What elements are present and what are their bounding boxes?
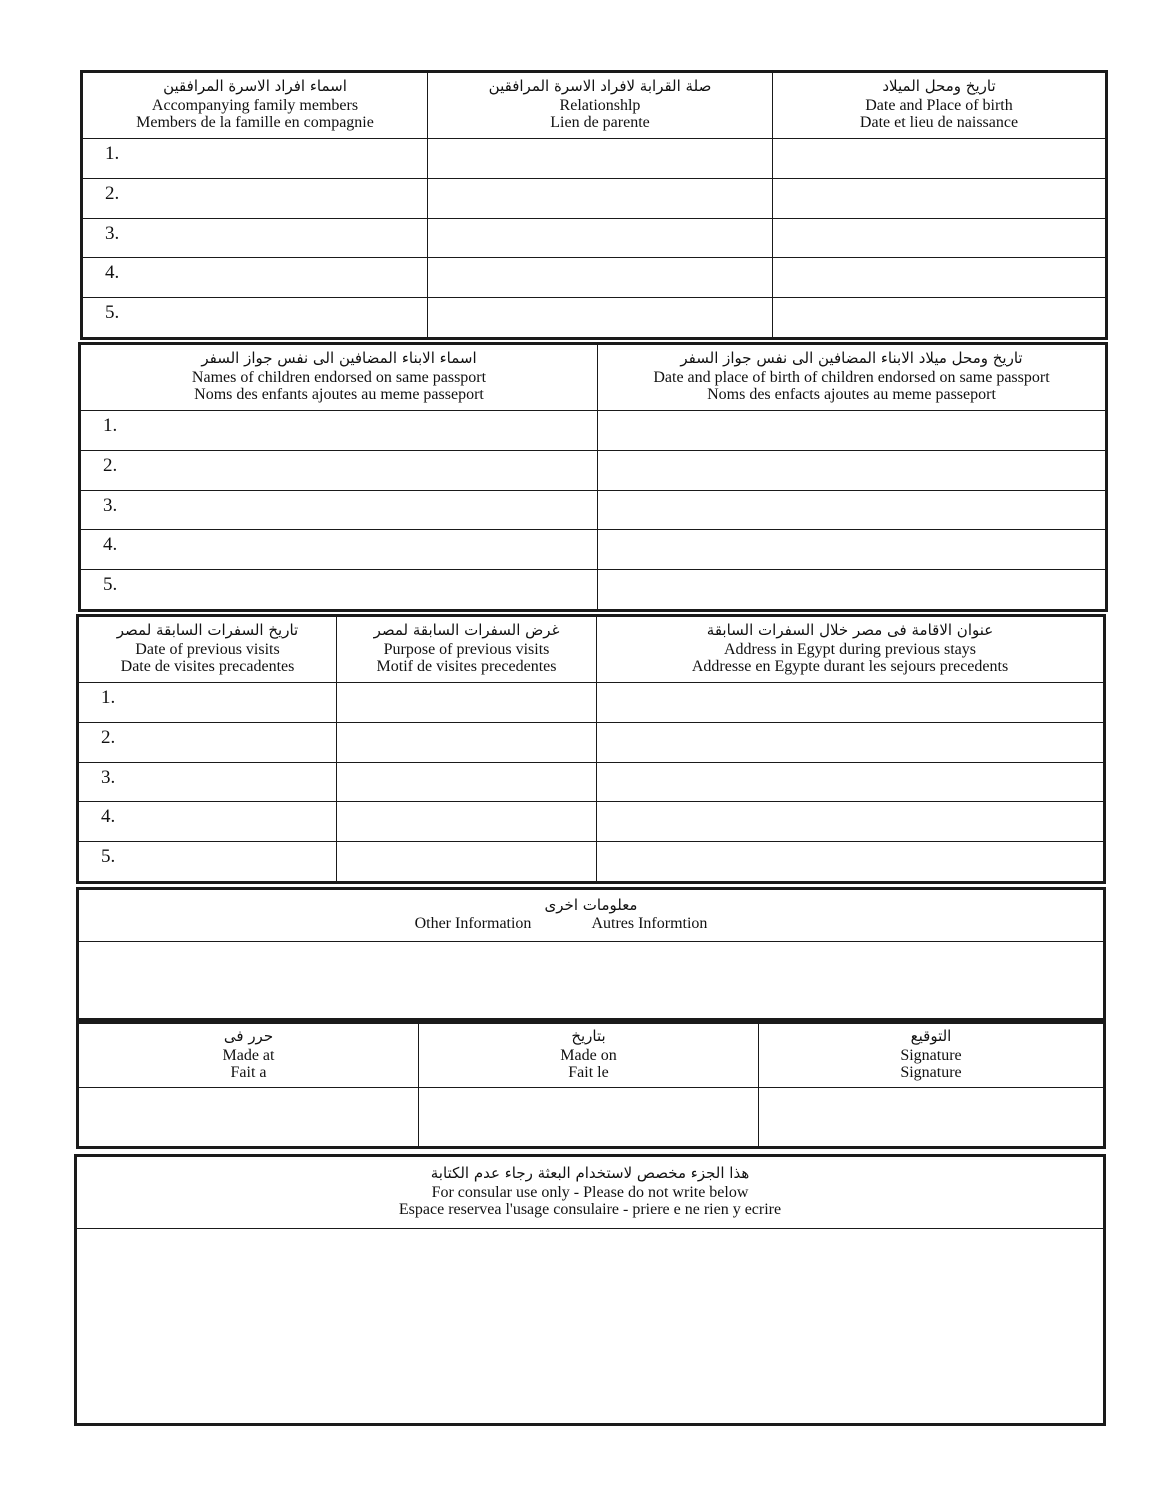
- family-relationship-field[interactable]: [428, 298, 773, 338]
- visit-purpose-field[interactable]: [337, 802, 597, 842]
- table-row: [83, 218, 1106, 258]
- row-number: 5.: [103, 574, 118, 596]
- family-birth-field[interactable]: [773, 298, 1106, 338]
- other-information-header: [79, 890, 1104, 942]
- signature-header-fr: Signature: [900, 1063, 962, 1081]
- family-birth-header-fr: Date et lieu de naissance: [859, 113, 1019, 131]
- visit-date-field[interactable]: [79, 683, 337, 723]
- table-row: [83, 178, 1106, 218]
- consular-use-section: [74, 1154, 1106, 1426]
- made-on-header-ar: بتاريخ: [571, 1027, 606, 1046]
- children-birth-header-ar: تاريخ ومحل ميلاد الابناء المضافين الى نفس جواز السفر: [680, 349, 1023, 368]
- signing-table: [78, 1023, 1104, 1147]
- child-name-field[interactable]: [81, 450, 598, 490]
- consular-use-area: [77, 1229, 1104, 1424]
- other-information-table: [78, 889, 1104, 1019]
- table-row: [81, 490, 1106, 530]
- row-number: 4.: [103, 534, 118, 556]
- table-row: [83, 258, 1106, 298]
- visit-address-field[interactable]: [597, 802, 1104, 842]
- other-information-header-fr: Autres Informtion: [591, 915, 708, 933]
- row-number: 4.: [101, 806, 116, 828]
- child-birth-field[interactable]: [598, 570, 1106, 610]
- row-number: 1.: [103, 415, 118, 436]
- table-row: [81, 530, 1106, 570]
- child-birth-field[interactable]: [598, 490, 1106, 530]
- visit-purpose-field[interactable]: [337, 722, 597, 762]
- table-row: [81, 411, 1106, 451]
- row-number: 3.: [103, 494, 118, 516]
- made-on-field[interactable]: [419, 1088, 759, 1147]
- consular-use-header-ar: هذا الجزء مخصص لاستخدام البعثة رجاء عدم الكتابة: [430, 1164, 750, 1183]
- child-birth-field[interactable]: [598, 411, 1106, 451]
- children-names-header-ar: اسماء الابناء المضافين الى نفس جواز السفر: [201, 349, 477, 368]
- children-table: [80, 344, 1106, 610]
- consular-use-table: [76, 1156, 1104, 1424]
- consular-use-header: [77, 1157, 1104, 1229]
- child-name-field[interactable]: [81, 411, 598, 451]
- signing-section: [76, 1021, 1106, 1149]
- child-birth-field[interactable]: [598, 530, 1106, 570]
- previous-visits-section: [76, 614, 1106, 884]
- visit-purpose-field[interactable]: [337, 842, 597, 882]
- family-names-header-ar: اسماء افراد الاسرة المرافقين: [163, 77, 347, 96]
- children-birth-header-fr: Noms des enfacts ajoutes au meme passeport: [707, 385, 996, 403]
- family-name-field[interactable]: [83, 139, 428, 179]
- family-relationship-field[interactable]: [428, 258, 773, 298]
- table-row: [81, 450, 1106, 490]
- other-information-header-en: Other Information: [414, 915, 532, 933]
- table-row: [79, 683, 1104, 723]
- family-names-header-en: Accompanying family members: [151, 97, 359, 115]
- children-birth-header: [598, 345, 1106, 411]
- family-birth-field[interactable]: [773, 178, 1106, 218]
- visit-address-field[interactable]: [597, 762, 1104, 802]
- table-row: [79, 802, 1104, 842]
- visits-date-header-en: Date of previous visits: [135, 641, 280, 659]
- family-relationship-header-ar: صلة القرابة لافراد الاسرة المرافقين: [488, 77, 712, 96]
- children-names-header-fr: Noms des enfants ajoutes au meme passeport: [194, 385, 484, 403]
- family-relationship-field[interactable]: [428, 178, 773, 218]
- family-relationship-field[interactable]: [428, 218, 773, 258]
- visit-address-field[interactable]: [597, 683, 1104, 723]
- family-relationship-header: [428, 73, 773, 139]
- table-row: [79, 722, 1104, 762]
- visits-purpose-header: [337, 617, 597, 683]
- family-name-field[interactable]: [83, 298, 428, 338]
- visits-purpose-header-ar: غرض السفرات السابقة لمصر: [373, 621, 560, 640]
- table-row: [79, 762, 1104, 802]
- made-at-header-fr: Fait a: [230, 1063, 267, 1081]
- row-number: 3.: [101, 766, 116, 788]
- children-section: [78, 342, 1108, 612]
- child-name-field[interactable]: [81, 530, 598, 570]
- visits-address-header: [597, 617, 1104, 683]
- made-at-header-ar: حرر فى: [223, 1027, 274, 1046]
- other-information-field[interactable]: [79, 942, 1104, 1019]
- previous-visits-table: [78, 616, 1104, 882]
- child-birth-field[interactable]: [598, 450, 1106, 490]
- family-birth-field[interactable]: [773, 218, 1106, 258]
- visits-purpose-header-fr: Motif de visites precedentes: [376, 657, 557, 675]
- visits-date-header-ar: تاريخ السفرات السابقة لمصر: [116, 621, 299, 640]
- family-name-field[interactable]: [83, 178, 428, 218]
- made-on-header-fr: Fait le: [568, 1063, 609, 1081]
- visit-address-field[interactable]: [597, 722, 1104, 762]
- children-names-header-en: Names of children endorsed on same passport: [191, 369, 487, 387]
- visit-date-field[interactable]: [79, 842, 337, 882]
- signature-header: [759, 1024, 1104, 1088]
- consular-use-header-fr: Espace reservea l'usage consulaire - priere e ne rien y ecrire: [398, 1200, 782, 1218]
- made-at-header: [79, 1024, 419, 1088]
- family-birth-header: [773, 73, 1106, 139]
- made-at-field[interactable]: [79, 1088, 419, 1147]
- family-birth-field[interactable]: [773, 139, 1106, 179]
- family-names-header-fr: Members de la famille en compagnie: [136, 113, 374, 131]
- child-name-field[interactable]: [81, 490, 598, 530]
- visits-address-header-fr: Addresse en Egypte durant les sejours precedents: [691, 657, 1009, 675]
- family-names-header: [83, 73, 428, 139]
- family-members-table: [82, 72, 1106, 338]
- table-row: [79, 842, 1104, 882]
- row-number: 1.: [101, 687, 116, 708]
- visits-date-header-fr: Date de visites precadentes: [120, 657, 295, 675]
- family-birth-field[interactable]: [773, 258, 1106, 298]
- other-information-header-ar: معلومات اخرى: [544, 895, 638, 914]
- family-name-field[interactable]: [83, 218, 428, 258]
- family-birth-header-en: Date and Place of birth: [865, 97, 1013, 115]
- row-number: 5.: [101, 846, 116, 868]
- child-name-field[interactable]: [81, 570, 598, 610]
- family-birth-header-ar: تاريخ ومحل الميلاد: [882, 77, 996, 96]
- row-number: 5.: [105, 302, 120, 324]
- visit-address-field[interactable]: [597, 842, 1104, 882]
- visits-date-header: [79, 617, 337, 683]
- family-members-section: [80, 70, 1108, 340]
- consular-use-header-en: For consular use only - Please do not write below: [431, 1184, 749, 1202]
- visit-purpose-field[interactable]: [337, 683, 597, 723]
- visits-address-header-ar: عنوان الاقامة فى مصر خلال السفرات السابقة: [706, 621, 994, 640]
- made-on-header-en: Made on: [560, 1047, 617, 1065]
- table-row: [83, 298, 1106, 338]
- other-information-header-bilingual: [19, 916, 1103, 933]
- visits-address-header-en: Address in Egypt during previous stays: [724, 641, 976, 659]
- table-row: [83, 139, 1106, 179]
- row-number: 2.: [105, 182, 120, 204]
- row-number: 3.: [105, 222, 120, 244]
- signature-field[interactable]: [759, 1088, 1104, 1147]
- visits-purpose-header-en: Purpose of previous visits: [383, 641, 550, 659]
- row-number: 2.: [103, 454, 118, 476]
- signature-header-en: Signature: [900, 1047, 962, 1065]
- family-relationship-header-en: Relationshlp: [559, 97, 641, 115]
- row-number: 2.: [101, 726, 116, 748]
- row-number: 1.: [105, 143, 120, 164]
- table-row: [81, 570, 1106, 610]
- visit-purpose-field[interactable]: [337, 762, 597, 802]
- made-at-header-en: Made at: [222, 1047, 275, 1065]
- family-name-field[interactable]: [83, 258, 428, 298]
- visit-date-field[interactable]: [79, 722, 337, 762]
- visit-date-field[interactable]: [79, 802, 337, 842]
- family-relationship-header-fr: Lien de parente: [550, 113, 650, 131]
- signature-header-ar: التوقيع: [910, 1027, 952, 1046]
- children-birth-header-en: Date and place of birth of children endorsed on same passport: [653, 369, 1050, 387]
- made-on-header: [419, 1024, 759, 1088]
- visit-date-field[interactable]: [79, 762, 337, 802]
- children-names-header: [81, 345, 598, 411]
- family-relationship-field[interactable]: [428, 139, 773, 179]
- row-number: 4.: [105, 262, 120, 284]
- other-information-section: [76, 887, 1106, 1021]
